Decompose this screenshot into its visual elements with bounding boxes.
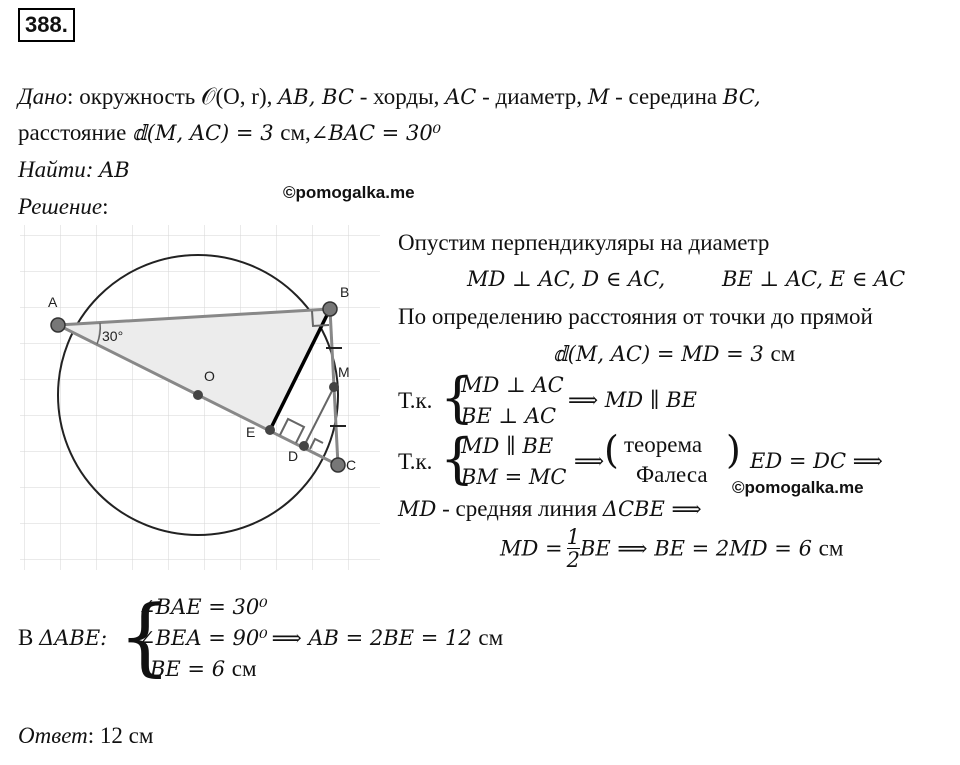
answer: Ответ: 12 см xyxy=(18,723,154,748)
point-m xyxy=(329,382,339,392)
step-perp-be: BE ⊥ AC, E ∈ AC xyxy=(722,267,906,291)
abe-cond-1: ∠BAE = 30⁰ xyxy=(138,595,268,619)
step-perpendiculars: Опустим перпендикуляры на диаметр xyxy=(398,230,770,255)
watermark-1: ©pomogalka.me xyxy=(283,183,415,202)
label-c: C xyxy=(346,457,357,473)
abe-label: В ΔABE: xyxy=(18,625,108,650)
brace-2: { xyxy=(440,427,475,490)
theorem-top: теорема xyxy=(624,432,703,457)
paren-left: ( xyxy=(604,428,619,472)
abe-cond-3: BE = 6 см xyxy=(150,656,257,681)
point-e xyxy=(265,425,275,435)
label-d: D xyxy=(288,448,299,464)
brace-3: { xyxy=(118,587,172,685)
sys1-bot: BE ⊥ AC xyxy=(461,404,557,428)
tk-2: Т.к. xyxy=(398,449,433,474)
sys2-arrow: ⟹ xyxy=(574,449,605,473)
angle-label: 30° xyxy=(102,328,124,344)
label-m: M xyxy=(338,364,350,380)
brace-1: { xyxy=(440,366,475,429)
sys2-result: ED = DC ⟹ xyxy=(750,449,883,473)
watermark-2: ©pomogalka.me xyxy=(732,478,864,497)
step-definition: По определению расстояния от точки до прямой xyxy=(398,304,873,329)
sys2-bot: BM = MC xyxy=(461,465,567,489)
find-line: Найти: AB xyxy=(18,157,130,182)
solution-label: Решение: xyxy=(18,194,109,219)
label-b: B xyxy=(340,284,350,300)
step-distance: 𝕕(M, AC) = MD = 3 см xyxy=(553,341,796,366)
geometry-figure xyxy=(20,225,380,570)
sys1-top: MD ⊥ AC xyxy=(461,373,564,397)
given-line-1: Дано: окружность 𝒪(O, r), AB, BC - хорды, AC - диаметр, M - середина BC, xyxy=(18,84,761,109)
theorem-bot: Фалеса xyxy=(636,462,708,487)
point-c xyxy=(331,458,345,472)
sys2-top: MD ∥ BE xyxy=(461,434,554,458)
label-a: A xyxy=(48,294,58,310)
formula-md: MD = $\frac{1}{2}$ BE ⟹ BE = 2MD = 6 см xyxy=(500,525,844,572)
given-label: Дано xyxy=(18,84,68,109)
label-o: O xyxy=(204,368,215,384)
point-o xyxy=(193,390,203,400)
paren-right: ) xyxy=(726,428,741,472)
midline-statement: MD - средняя линия ΔCBE ⟹ xyxy=(398,496,702,521)
point-d xyxy=(299,441,309,451)
step-perp-md: MD ⊥ AC, D ∈ AC, xyxy=(467,267,666,291)
point-a xyxy=(51,318,65,332)
problem-number: 388. xyxy=(18,8,75,42)
abe-cond-2: ∠BEA = 90⁰ ⟹ AB = 2BE = 12 см xyxy=(138,625,504,650)
given-line-2: расстояние 𝕕(M, AC) = 3 см,∠BAC = 30⁰ xyxy=(18,120,442,145)
sys1-result: ⟹ MD ∥ BE xyxy=(568,388,697,412)
point-b xyxy=(323,302,337,316)
label-e: E xyxy=(246,424,256,440)
tk-1: Т.к. xyxy=(398,388,433,413)
